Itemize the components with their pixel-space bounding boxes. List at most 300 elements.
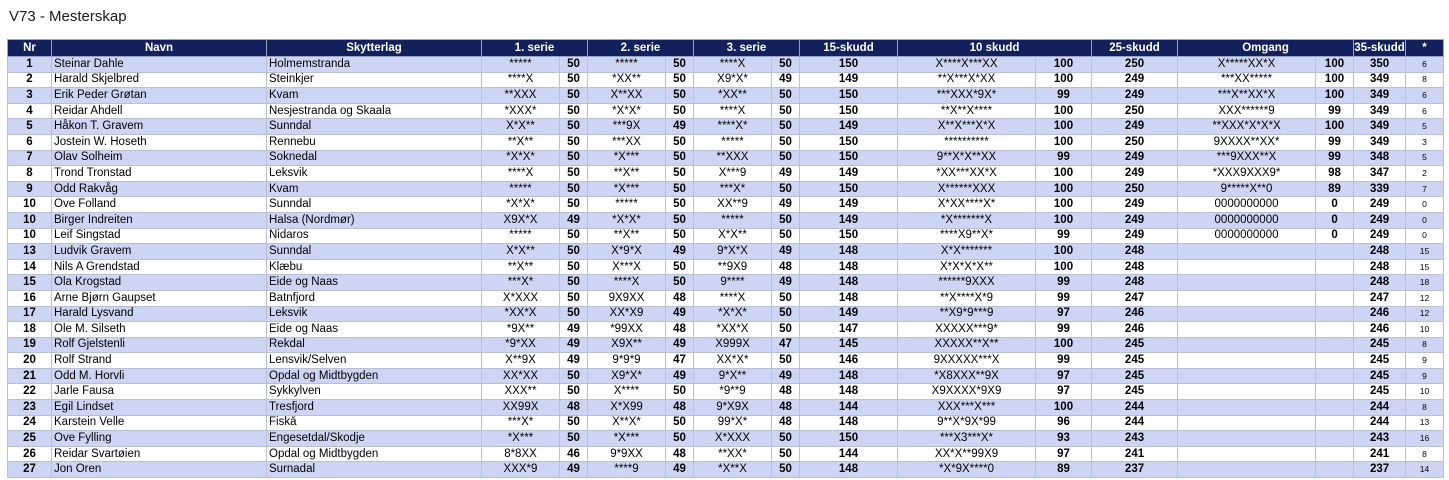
- shots-10-cell: XX*X**99X9: [898, 446, 1036, 462]
- omgang-points-cell: [1316, 275, 1354, 291]
- total-15-cell: 148: [800, 368, 898, 384]
- serie-1-points: 50: [560, 244, 588, 260]
- serie-3-shots: 9*X9X: [694, 400, 772, 416]
- omgang-shots-cell: **XXX*X*X*X: [1178, 119, 1316, 135]
- total-25-cell: 246: [1092, 306, 1178, 322]
- rank-cell: 10: [8, 212, 52, 228]
- total-25-cell: 248: [1092, 244, 1178, 260]
- rank-cell: 10: [8, 197, 52, 213]
- points-10-cell: 99: [1036, 88, 1092, 104]
- club-cell: Nidaros: [267, 228, 482, 244]
- serie-3-shots: X*XXX: [694, 431, 772, 447]
- omgang-shots-cell: 0000000000: [1178, 197, 1316, 213]
- club-cell: Leksvik: [267, 166, 482, 182]
- total-25-cell: 249: [1092, 197, 1178, 213]
- name-cell: Karstein Velle: [52, 415, 267, 431]
- serie-1-shots: **XXX: [482, 88, 560, 104]
- club-cell: Klæbu: [267, 259, 482, 275]
- rank-cell: 16: [8, 290, 52, 306]
- serie-2-points: 50: [666, 197, 694, 213]
- total-35-cell: 244: [1354, 415, 1406, 431]
- serie-2-shots: ****X: [588, 275, 666, 291]
- total-25-cell: 245: [1092, 337, 1178, 353]
- omgang-points-cell: 99: [1316, 103, 1354, 119]
- omgang-points-cell: [1316, 415, 1354, 431]
- shots-10-cell: ***X3***X*: [898, 431, 1036, 447]
- club-cell: Kvam: [267, 88, 482, 104]
- total-35-cell: 350: [1354, 57, 1406, 73]
- serie-2-points: 49: [666, 119, 694, 135]
- total-25-cell: 246: [1092, 322, 1178, 338]
- shots-10-cell: 9**X*X**XX: [898, 150, 1036, 166]
- omgang-shots-cell: [1178, 431, 1316, 447]
- club-cell: Tresfjord: [267, 400, 482, 416]
- table-row: [8, 322, 1444, 338]
- serie-2-points: 47: [666, 353, 694, 369]
- serie-3-points: 50: [772, 57, 800, 73]
- serie-1-shots: ****X: [482, 72, 560, 88]
- club-cell: Kvam: [267, 181, 482, 197]
- club-cell: Sunndal: [267, 244, 482, 260]
- club-cell: Engesetdal/Skodje: [267, 431, 482, 447]
- shots-10-cell: **X****X*9: [898, 290, 1036, 306]
- rank-cell: 19: [8, 337, 52, 353]
- serie-2-shots: X*9*X: [588, 244, 666, 260]
- name-cell: Trond Tronstad: [52, 166, 267, 182]
- omgang-shots-cell: 0000000000: [1178, 212, 1316, 228]
- points-10-cell: 100: [1036, 57, 1092, 73]
- shots-10-cell: XXXXX**X**: [898, 337, 1036, 353]
- shots-10-cell: 9XXXXX***X: [898, 353, 1036, 369]
- serie-2-shots: *X***: [588, 150, 666, 166]
- serie-2-points: 48: [666, 290, 694, 306]
- rank-cell: 13: [8, 244, 52, 260]
- serie-2-shots: *XX**: [588, 72, 666, 88]
- omgang-points-cell: [1316, 368, 1354, 384]
- club-cell: Rennebu: [267, 134, 482, 150]
- name-cell: Jostein W. Hoseth: [52, 134, 267, 150]
- table-row: [8, 415, 1444, 431]
- rank-cell: 3: [8, 88, 52, 104]
- total-35-cell: 248: [1354, 275, 1406, 291]
- table-row: [8, 57, 1444, 73]
- star-cell: 14: [1406, 462, 1444, 478]
- serie-1-shots: *****: [482, 228, 560, 244]
- table-row: [8, 103, 1444, 119]
- points-10-cell: 99: [1036, 275, 1092, 291]
- serie-1-shots: 8*8XX: [482, 446, 560, 462]
- serie-2-points: 50: [666, 228, 694, 244]
- serie-1-points: 46: [560, 446, 588, 462]
- serie-2-shots: X**X*: [588, 415, 666, 431]
- serie-1-shots: XXX**: [482, 384, 560, 400]
- table-row: [8, 400, 1444, 416]
- star-cell: 2: [1406, 166, 1444, 182]
- table-row: [8, 244, 1444, 260]
- omgang-points-cell: [1316, 353, 1354, 369]
- serie-3-points: 50: [772, 119, 800, 135]
- total-35-cell: 241: [1354, 446, 1406, 462]
- serie-1-shots: *9X**: [482, 322, 560, 338]
- points-10-cell: 97: [1036, 306, 1092, 322]
- points-10-cell: 100: [1036, 400, 1092, 416]
- table-header-row: [8, 40, 1444, 57]
- omgang-points-cell: 98: [1316, 166, 1354, 182]
- serie-2-shots: X****: [588, 384, 666, 400]
- total-35-cell: 348: [1354, 150, 1406, 166]
- omgang-points-cell: 100: [1316, 119, 1354, 135]
- page-title: V73 - Mesterskap: [9, 8, 127, 25]
- serie-3-shots: ****X: [694, 103, 772, 119]
- total-15-cell: 150: [800, 103, 898, 119]
- serie-2-points: 48: [666, 322, 694, 338]
- serie-3-points: 49: [772, 275, 800, 291]
- serie-2-shots: *99XX: [588, 322, 666, 338]
- serie-1-points: 50: [560, 259, 588, 275]
- serie-1-points: 50: [560, 306, 588, 322]
- points-10-cell: 97: [1036, 384, 1092, 400]
- star-cell: 10: [1406, 322, 1444, 338]
- points-10-cell: 97: [1036, 368, 1092, 384]
- star-cell: 5: [1406, 150, 1444, 166]
- serie-1-points: 49: [560, 462, 588, 478]
- serie-3-points: 49: [772, 72, 800, 88]
- serie-1-shots: ****X: [482, 166, 560, 182]
- serie-2-points: 49: [666, 462, 694, 478]
- serie-3-shots: *****: [694, 134, 772, 150]
- serie-3-shots: *9**9: [694, 384, 772, 400]
- omgang-shots-cell: X*****XX*X: [1178, 57, 1316, 73]
- club-cell: Nesjestranda og Skaala: [267, 103, 482, 119]
- serie-2-shots: X*X99: [588, 400, 666, 416]
- omgang-points-cell: 100: [1316, 72, 1354, 88]
- club-cell: Holmemstranda: [267, 57, 482, 73]
- serie-2-shots: ****9: [588, 462, 666, 478]
- serie-2-shots: ***9X: [588, 119, 666, 135]
- total-15-cell: 149: [800, 72, 898, 88]
- omgang-points-cell: 99: [1316, 150, 1354, 166]
- omgang-points-cell: [1316, 446, 1354, 462]
- rank-cell: 26: [8, 446, 52, 462]
- table-row: [8, 259, 1444, 275]
- serie-3-points: 48: [772, 415, 800, 431]
- total-15-cell: 150: [800, 134, 898, 150]
- total-25-cell: 249: [1092, 72, 1178, 88]
- serie-3-shots: X9*X*: [694, 72, 772, 88]
- serie-2-points: 49: [666, 306, 694, 322]
- name-cell: Ove Fylling: [52, 431, 267, 447]
- serie-2-points: 50: [666, 103, 694, 119]
- total-15-cell: 148: [800, 275, 898, 291]
- omgang-points-cell: 99: [1316, 134, 1354, 150]
- serie-1-shots: *X*X*: [482, 150, 560, 166]
- shots-10-cell: *X*9X****0: [898, 462, 1036, 478]
- serie-2-shots: *****: [588, 57, 666, 73]
- serie-1-points: 50: [560, 384, 588, 400]
- omgang-shots-cell: *XXX9XXX9*: [1178, 166, 1316, 182]
- omgang-points-cell: [1316, 400, 1354, 416]
- serie-1-points: 49: [560, 322, 588, 338]
- serie-3-points: 50: [772, 212, 800, 228]
- star-cell: 8: [1406, 400, 1444, 416]
- header-nr: Nr: [8, 40, 52, 57]
- serie-3-points: 50: [772, 353, 800, 369]
- table-row: [8, 72, 1444, 88]
- header-serie-3: 3. serie: [694, 40, 800, 57]
- shots-10-cell: ******9XXX: [898, 275, 1036, 291]
- star-cell: 0: [1406, 197, 1444, 213]
- serie-1-shots: **X**: [482, 259, 560, 275]
- star-cell: 6: [1406, 57, 1444, 73]
- rank-cell: 21: [8, 368, 52, 384]
- club-cell: Sunndal: [267, 197, 482, 213]
- header-navn: Navn: [52, 40, 267, 57]
- serie-3-points: 50: [772, 228, 800, 244]
- omgang-shots-cell: [1178, 244, 1316, 260]
- serie-2-points: 49: [666, 337, 694, 353]
- total-25-cell: 250: [1092, 181, 1178, 197]
- serie-1-points: 50: [560, 88, 588, 104]
- total-35-cell: 339: [1354, 181, 1406, 197]
- rank-cell: 1: [8, 57, 52, 73]
- total-15-cell: 150: [800, 181, 898, 197]
- serie-2-points: 48: [666, 446, 694, 462]
- star-cell: 8: [1406, 446, 1444, 462]
- serie-2-shots: 9*9XX: [588, 446, 666, 462]
- points-10-cell: 100: [1036, 119, 1092, 135]
- rank-cell: 20: [8, 353, 52, 369]
- serie-2-shots: *X***: [588, 431, 666, 447]
- omgang-shots-cell: [1178, 353, 1316, 369]
- serie-3-shots: *XX*X: [694, 322, 772, 338]
- serie-2-points: 49: [666, 244, 694, 260]
- star-cell: 12: [1406, 290, 1444, 306]
- omgang-points-cell: [1316, 462, 1354, 478]
- club-cell: Rekdal: [267, 337, 482, 353]
- total-35-cell: 244: [1354, 400, 1406, 416]
- star-cell: 7: [1406, 181, 1444, 197]
- omgang-points-cell: 0: [1316, 212, 1354, 228]
- serie-2-points: 48: [666, 400, 694, 416]
- total-35-cell: 246: [1354, 322, 1406, 338]
- serie-1-shots: *XX*X: [482, 306, 560, 322]
- total-35-cell: 246: [1354, 306, 1406, 322]
- serie-1-shots: X**9X: [482, 353, 560, 369]
- serie-1-shots: *X***: [482, 431, 560, 447]
- rank-cell: 24: [8, 415, 52, 431]
- serie-1-points: 50: [560, 119, 588, 135]
- serie-3-points: 49: [772, 197, 800, 213]
- total-15-cell: 149: [800, 212, 898, 228]
- omgang-shots-cell: ***X**XX*X: [1178, 88, 1316, 104]
- total-15-cell: 150: [800, 88, 898, 104]
- total-35-cell: 245: [1354, 337, 1406, 353]
- total-25-cell: 244: [1092, 415, 1178, 431]
- results-body: [8, 57, 1444, 478]
- name-cell: Odd Rakvåg: [52, 181, 267, 197]
- club-cell: Opdal og Midtbygden: [267, 368, 482, 384]
- shots-10-cell: X**X***X*X: [898, 119, 1036, 135]
- rank-cell: 17: [8, 306, 52, 322]
- total-15-cell: 149: [800, 306, 898, 322]
- table-row: [8, 431, 1444, 447]
- star-cell: 12: [1406, 306, 1444, 322]
- omgang-points-cell: [1316, 306, 1354, 322]
- table-row: [8, 181, 1444, 197]
- total-35-cell: 245: [1354, 353, 1406, 369]
- table-row: [8, 119, 1444, 135]
- total-25-cell: 250: [1092, 134, 1178, 150]
- points-10-cell: 100: [1036, 337, 1092, 353]
- rank-cell: 5: [8, 119, 52, 135]
- omgang-points-cell: 0: [1316, 197, 1354, 213]
- serie-1-points: 50: [560, 103, 588, 119]
- star-cell: 3: [1406, 134, 1444, 150]
- omgang-shots-cell: [1178, 384, 1316, 400]
- serie-1-shots: *9*XX: [482, 337, 560, 353]
- total-35-cell: 247: [1354, 290, 1406, 306]
- star-cell: 8: [1406, 337, 1444, 353]
- points-10-cell: 100: [1036, 197, 1092, 213]
- omgang-points-cell: [1316, 337, 1354, 353]
- shots-10-cell: **X9*9***9: [898, 306, 1036, 322]
- serie-1-points: 50: [560, 134, 588, 150]
- name-cell: Rolf Strand: [52, 353, 267, 369]
- total-15-cell: 145: [800, 337, 898, 353]
- total-25-cell: 237: [1092, 462, 1178, 478]
- club-cell: Surnadal: [267, 462, 482, 478]
- serie-1-shots: ***X*: [482, 415, 560, 431]
- serie-3-points: 47: [772, 337, 800, 353]
- omgang-shots-cell: [1178, 368, 1316, 384]
- points-10-cell: 99: [1036, 353, 1092, 369]
- serie-3-points: 50: [772, 446, 800, 462]
- serie-1-shots: XX*XX: [482, 368, 560, 384]
- shots-10-cell: *X8XXX**9X: [898, 368, 1036, 384]
- serie-3-points: 50: [772, 431, 800, 447]
- total-15-cell: 150: [800, 150, 898, 166]
- table-row: [8, 88, 1444, 104]
- name-cell: Ludvik Gravem: [52, 244, 267, 260]
- total-35-cell: 349: [1354, 119, 1406, 135]
- table-row: [8, 134, 1444, 150]
- serie-1-points: 50: [560, 150, 588, 166]
- total-25-cell: 247: [1092, 290, 1178, 306]
- serie-3-shots: XX**9: [694, 197, 772, 213]
- rank-cell: 23: [8, 400, 52, 416]
- points-10-cell: 97: [1036, 446, 1092, 462]
- rank-cell: 15: [8, 275, 52, 291]
- club-cell: Eide og Naas: [267, 275, 482, 291]
- total-25-cell: 245: [1092, 384, 1178, 400]
- omgang-points-cell: [1316, 244, 1354, 260]
- shots-10-cell: X*XX****X*: [898, 197, 1036, 213]
- serie-2-points: 50: [666, 431, 694, 447]
- points-10-cell: 99: [1036, 290, 1092, 306]
- name-cell: Ole M. Silseth: [52, 322, 267, 338]
- shots-10-cell: XXX***X***: [898, 400, 1036, 416]
- omgang-shots-cell: [1178, 306, 1316, 322]
- points-10-cell: 100: [1036, 103, 1092, 119]
- serie-1-shots: **X**: [482, 134, 560, 150]
- name-cell: Ola Krogstad: [52, 275, 267, 291]
- total-15-cell: 149: [800, 166, 898, 182]
- serie-2-points: 50: [666, 384, 694, 400]
- serie-3-points: 50: [772, 134, 800, 150]
- total-15-cell: 144: [800, 400, 898, 416]
- total-25-cell: 249: [1092, 88, 1178, 104]
- rank-cell: 25: [8, 431, 52, 447]
- serie-3-points: 50: [772, 150, 800, 166]
- total-35-cell: 249: [1354, 228, 1406, 244]
- club-cell: Steinkjer: [267, 72, 482, 88]
- serie-1-points: 50: [560, 166, 588, 182]
- points-10-cell: 99: [1036, 150, 1092, 166]
- serie-3-points: 49: [772, 368, 800, 384]
- total-25-cell: 249: [1092, 212, 1178, 228]
- star-cell: 16: [1406, 431, 1444, 447]
- results-table: [7, 39, 1444, 478]
- shots-10-cell: ****X9**X*: [898, 228, 1036, 244]
- total-15-cell: 148: [800, 244, 898, 260]
- serie-3-shots: ****X*: [694, 119, 772, 135]
- total-15-cell: 144: [800, 446, 898, 462]
- serie-2-points: 50: [666, 275, 694, 291]
- points-10-cell: 93: [1036, 431, 1092, 447]
- total-25-cell: 245: [1092, 368, 1178, 384]
- serie-2-shots: **X**: [588, 166, 666, 182]
- points-10-cell: 96: [1036, 415, 1092, 431]
- total-15-cell: 148: [800, 415, 898, 431]
- serie-2-shots: *X*X*: [588, 103, 666, 119]
- total-35-cell: 249: [1354, 212, 1406, 228]
- serie-3-shots: ****X: [694, 290, 772, 306]
- omgang-shots-cell: XXX******9: [1178, 103, 1316, 119]
- star-cell: 9: [1406, 353, 1444, 369]
- omgang-points-cell: 89: [1316, 181, 1354, 197]
- star-cell: 10: [1406, 384, 1444, 400]
- star-cell: 15: [1406, 244, 1444, 260]
- total-15-cell: 148: [800, 290, 898, 306]
- rank-cell: 2: [8, 72, 52, 88]
- serie-2-points: 50: [666, 166, 694, 182]
- rank-cell: 18: [8, 322, 52, 338]
- total-35-cell: 349: [1354, 88, 1406, 104]
- serie-3-shots: X999X: [694, 337, 772, 353]
- star-cell: 5: [1406, 119, 1444, 135]
- serie-3-points: 50: [772, 181, 800, 197]
- serie-3-points: 50: [772, 322, 800, 338]
- serie-2-shots: ***XX: [588, 134, 666, 150]
- table-row: [8, 337, 1444, 353]
- serie-1-points: 48: [560, 400, 588, 416]
- serie-2-points: 50: [666, 57, 694, 73]
- serie-3-points: 50: [772, 290, 800, 306]
- points-10-cell: 100: [1036, 134, 1092, 150]
- serie-1-points: 50: [560, 415, 588, 431]
- total-25-cell: 250: [1092, 103, 1178, 119]
- name-cell: Harald Skjelbred: [52, 72, 267, 88]
- serie-3-shots: 9*X*X: [694, 244, 772, 260]
- serie-1-points: 50: [560, 290, 588, 306]
- serie-2-points: 50: [666, 72, 694, 88]
- omgang-points-cell: [1316, 431, 1354, 447]
- shots-10-cell: **********: [898, 134, 1036, 150]
- header-star: *: [1406, 40, 1444, 57]
- serie-2-shots: X***X: [588, 259, 666, 275]
- header-35-skudd: 35-skudd: [1354, 40, 1406, 57]
- name-cell: Steinar Dahle: [52, 57, 267, 73]
